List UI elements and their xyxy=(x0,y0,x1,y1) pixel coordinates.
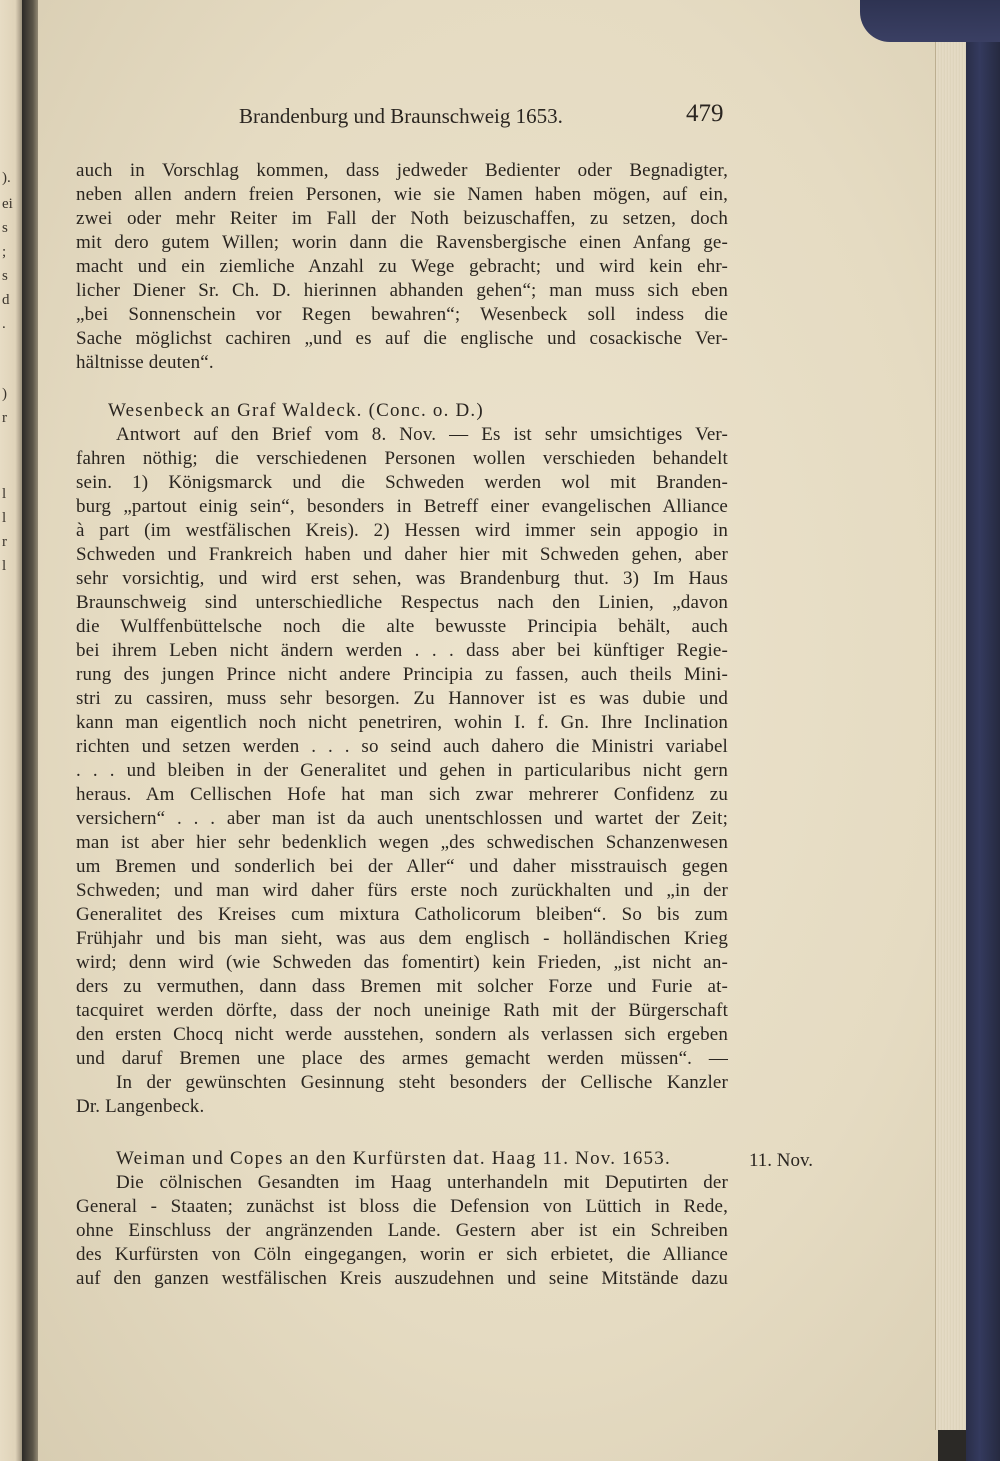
text-line: In der gewünschten Gesinnung steht besonders der Cellische Kanzler xyxy=(116,1072,728,1093)
left-page-fragment: s xyxy=(2,268,8,284)
text-line: auch in Vorschlag kommen, dass jedweder Bedienter oder Begnadigter, xyxy=(76,160,728,181)
text-line: burg „partout einig sein“, besonders in Betreff einer evangelischen Alliance xyxy=(76,496,728,517)
text-line: sehr vorsichtig, und wird erst sehen, was Brandenburg thut. 3) Im Haus xyxy=(76,568,728,589)
text-line: und daruf Bremen une place des armes gemacht werden müssen“. — xyxy=(76,1048,728,1069)
text-line: man ist aber hier sehr bedenklich wegen „des schwedischen Schanzenwesen xyxy=(76,832,728,853)
book-cover-corner xyxy=(860,0,1000,42)
text-line: versichern“ . . . aber man ist da auch unentschlossen und wartet der Zeit; xyxy=(76,808,728,829)
left-page-fragment: ; xyxy=(2,244,7,260)
left-page-fragment: . xyxy=(2,316,6,332)
text-line: den ersten Chocq nicht werde ausstehen, sondern als verlassen sich ergeben xyxy=(76,1024,728,1045)
text-line: Antwort auf den Brief vom 8. Nov. — Es ist sehr umsichtiges Ver- xyxy=(116,424,728,445)
book-cover xyxy=(966,0,1000,1461)
left-page-fragment: ) xyxy=(2,386,7,402)
left-facing-page xyxy=(0,0,22,1461)
text-line: sein. 1) Königsmarck und die Schweden werden wol mit Branden- xyxy=(76,472,728,493)
text-line: zwei oder mehr Reiter im Fall der Noth beizuschaffen, zu setzen, doch xyxy=(76,208,728,229)
text-line: . . . und bleiben in der Generalitet und gehen in particularibus nicht gern xyxy=(76,760,728,781)
text-line: tacquiret werden dörfte, dass der noch uneinige Rath mit der Bürgerschaft xyxy=(76,1000,728,1021)
left-page-fragment: r xyxy=(2,534,7,550)
text-line: die Wulffenbüttelsche noch die alte bewusste Principia behält, auch xyxy=(76,616,728,637)
text-line: des Kurfürsten von Cöln eingegangen, worin er sich erbietet, die Alliance xyxy=(76,1244,728,1265)
text-line: auf den ganzen westfälischen Kreis auszudehnen und seine Mitstände dazu xyxy=(76,1268,728,1289)
left-page-fragment: s xyxy=(2,220,8,236)
running-head: Brandenburg und Braunschweig 1653. xyxy=(239,104,563,128)
text-line: macht und ein ziemliche Anzahl zu Wege gebracht; und wird kein ehr- xyxy=(76,256,728,277)
text-line: kann man eigentlich noch nicht penetriren, wohin I. f. Gn. Ihre Inclination xyxy=(76,712,728,733)
text-line: richten und setzen werden . . . so seind auch dahero die Ministri variabel xyxy=(76,736,728,757)
page-edges xyxy=(935,30,969,1430)
text-line: stri zu cassiren, muss sehr besorgen. Zu Hannover ist es was dubie und xyxy=(76,688,728,709)
text-line: ohne Einschluss der angränzenden Lande. Gestern aber ist ein Schreiben xyxy=(76,1220,728,1241)
margin-date-note: 11. Nov. xyxy=(749,1150,814,1171)
text-line: mit dero gutem Willen; worin dann die Ravensbergische einen Anfang ge- xyxy=(76,232,728,253)
text-line: Die cölnischen Gesandten im Haag unterhandeln mit Deputirten der xyxy=(116,1172,728,1193)
text-line: rung des jungen Prince nicht andere Principia zu fassen, auch theils Mini- xyxy=(76,664,728,685)
text-line: Braunschweig sind unterschiedliche Respectus nach den Linien, „davon xyxy=(76,592,728,613)
text-line: Schweden; und man wird daher fürs erste noch zurückhalten und „in der xyxy=(76,880,728,901)
text-line: licher Diener Sr. Ch. D. hierinnen abhanden gehen“; man muss sich eben xyxy=(76,280,728,301)
text-line: à part (im westfälischen Kreis). 2) Hessen wird immer sein appogio in xyxy=(76,520,728,541)
page-number: 479 xyxy=(686,100,724,127)
text-line: Dr. Langenbeck. xyxy=(76,1096,205,1117)
text-line: neben allen andern freien Personen, wie sie Namen haben mögen, auf ein, xyxy=(76,184,728,205)
text-line: fahren nöthig; die verschiedenen Personen wollen verschieden behandelt xyxy=(76,448,728,469)
text-line: wird; denn wird (wie Schweden das fomentirt) kein Frieden, „ist nicht an- xyxy=(76,952,728,973)
text-line: Generalitet des Kreises cum mixtura Catholicorum bleiben“. So bis zum xyxy=(76,904,728,925)
section-heading-wesenbeck: Wesenbeck an Graf Waldeck. (Conc. o. D.) xyxy=(108,400,484,421)
left-page-fragment: d xyxy=(2,292,10,308)
text-line: bei ihrem Leben nicht ändern werden . . . dass aber bei künftiger Regie- xyxy=(76,640,728,661)
text-line: Sache möglichst cachiren „und es auf die englische und cosackische Ver- xyxy=(76,328,728,349)
text-line: „bei Sonnenschein vor Regen bewahren“; Wesenbeck soll indess die xyxy=(76,304,728,325)
text-line: um Bremen und sonderlich bei der Aller“ und daher misstrauisch gegen xyxy=(76,856,728,877)
left-page-fragment: l xyxy=(2,486,7,502)
text-line: ders zu vermuthen, dann dass Bremen mit solcher Forze und Furie at- xyxy=(76,976,728,997)
left-page-fragment: ). xyxy=(2,170,11,186)
text-line: General - Staaten; zunächst ist bloss die Defension von Lüttich in Rede, xyxy=(76,1196,728,1217)
left-page-fragment: l xyxy=(2,510,7,526)
text-line: hältnisse deuten“. xyxy=(76,352,214,373)
left-page-fragment: l xyxy=(2,558,7,574)
text-line: Frühjahr und bis man sieht, was aus dem englisch - holländischen Krieg xyxy=(76,928,728,949)
left-page-fragment: ei xyxy=(2,196,13,212)
left-page-fragment: r xyxy=(2,410,7,426)
text-line: Schweden und Frankreich haben und daher hier mit Schweden gehen, aber xyxy=(76,544,728,565)
text-line: heraus. Am Cellischen Hofe hat man sich zwar mehrerer Confidenz zu xyxy=(76,784,728,805)
section-heading-weiman: Weiman und Copes an den Kurfürsten dat. Haag 11. Nov. 1653. xyxy=(116,1148,671,1169)
